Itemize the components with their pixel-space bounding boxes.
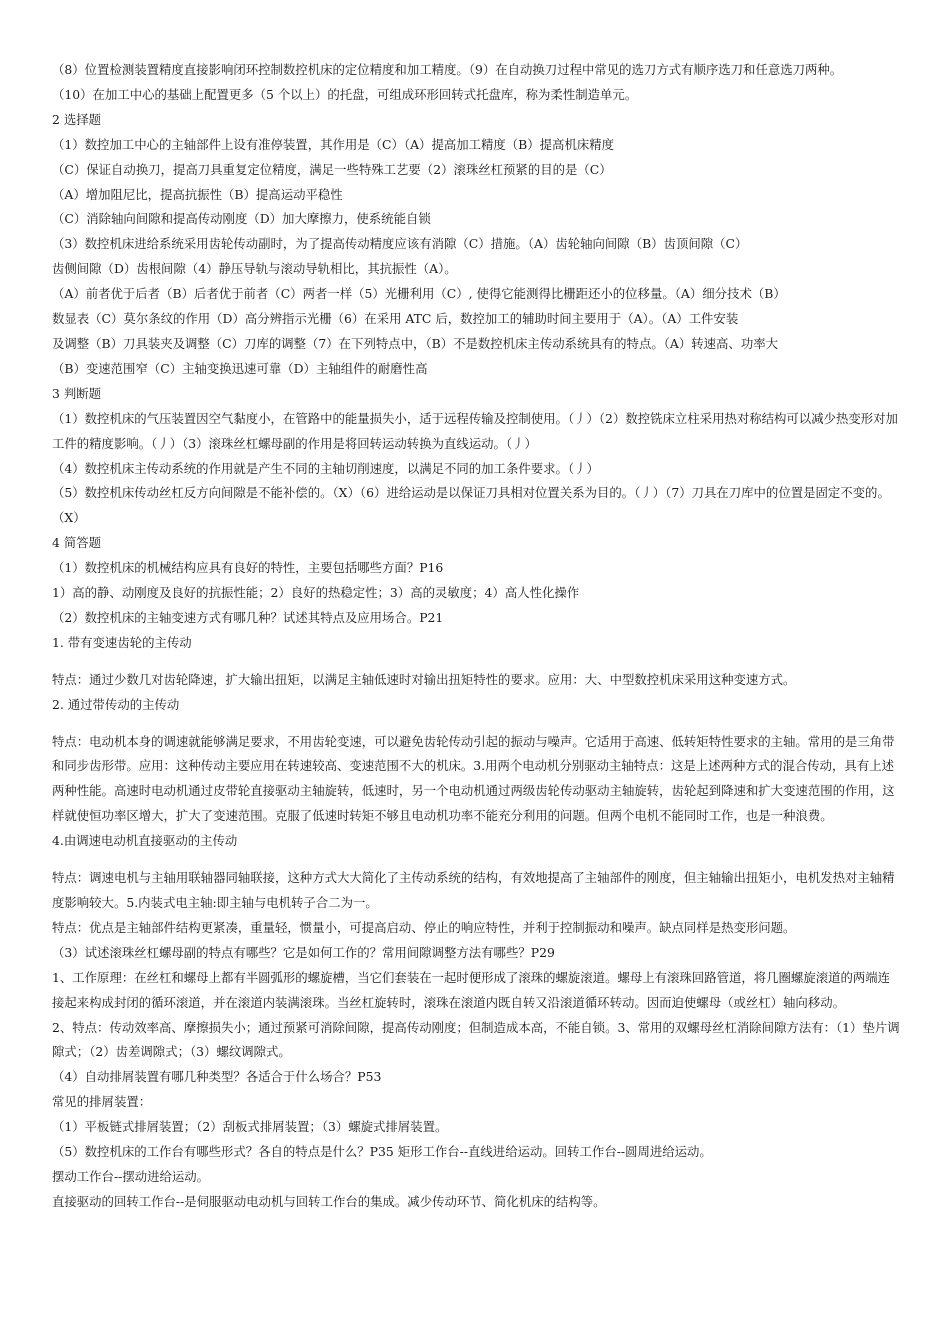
paragraph: 齿侧间隙（D）齿根间隙（4）静压导轨与滚动导轨相比，其抗振性（A）。 [52,261,457,277]
paragraph: 特点：电动机本身的调速就能够满足要求，不用齿轮变速，可以避免齿轮传动引起的振动与噪声。它适用于高速、低转矩特性要求的主轴。常用的是三角带和同步齿形带。应用：这种传动主要应用在转速较高、变速范围不大的机床。3.用两个电动机分别驱动主轴特点：这是上述两种方式的混合传动，具有上述两种性能。高速时电动机通过皮带轮直接驱动主轴旋转，低速时，另一个电动机通过两级齿轮传动驱动主轴旋转，齿轮起到降速和扩大变速范围的作用，这样就使恒功率区增大，扩大了变速范围。克服了低速时转矩不够且电动机功率不能充分利用的问题。但两个电机不能同时工作，也是一种浪费。 [52,733,895,824]
paragraph: 1）高的静、动刚度及良好的抗振性能；2）良好的热稳定性；3）高的灵敏度；4）高人性化操作 [52,585,580,601]
paragraph: 1. 带有变速齿轮的主传动 [52,634,192,650]
paragraph: 4.由调速电动机直接驱动的主传动 [52,833,238,849]
paragraph: 2、特点：传动效率高、摩擦损失小；通过预紧可消除间隙，提高传动刚度；但制造成本高，不能自锁。3、常用的双螺母丝杠消除间隙方法有：（1）垫片调隙式；（2）齿差调隙式；（3）螺纹调隙式。 [52,1019,900,1060]
paragraph: （5）数控机床传动丝杠反方向间隙是不能补偿的。（X）（6）进给运动是以保证刀具相对位置关系为目的。（丿）（7）刀具在刀库中的位置是固定不变的。（X） [52,485,890,526]
paragraph: （3）试述滚珠丝杠螺母副的特点有哪些？它是如何工作的？常用间隙调整方法有哪些？P29 [52,944,555,960]
paragraph: 常见的排屑装置： [52,1094,152,1110]
paragraph: 1、工作原理：在丝杠和螺母上都有半圆弧形的螺旋槽，当它们套装在一起时便形成了滚珠的螺旋滚道。螺母上有滚珠回路管道，将几圈螺旋滚道的两端连接起来构成封闭的循环滚道，并在滚道内装满滚珠。当丝杠旋转时，滚珠在滚道内既自转又沿滚道循环转动。因而迫使螺母（或丝杠）轴向移动。 [52,969,891,1010]
paragraph: （1）数控机床的机械结构应具有良好的特性，主要包括哪些方面？P16 [52,560,444,576]
paragraph: （1）数控机床的气压装置因空气黏度小，在管路中的能量损失小，适于远程传输及控制使用。（丿）（2）数控铣床立柱采用热对称结构可以减少热变形对加工件的精度影响。（丿）（3）滚珠丝杠螺母副的作用是将回转运动转换为直线运动。（丿） [52,410,898,451]
paragraph: 特点：优点是主轴部件结构更紧凑，重量轻，惯量小，可提高启动、停止的响应特性，并利于控制振动和噪声。缺点同样是热变形问题。 [52,919,796,935]
paragraph: 直接驱动的回转工作台--是伺服驱动电动机与回转工作台的集成。减少传动环节、简化机床的结构等。 [52,1193,606,1209]
paragraph: （10）在加工中心的基础上配置更多（5 个以上）的托盘，可组成环形回转式托盘库，称为柔性制造单元。 [52,86,638,102]
paragraph: 2 选择题 [52,111,101,127]
paragraph: （B）变速范围窄（C）主轴变换迅速可靠（D）主轴组件的耐磨性高 [52,360,428,376]
paragraph: 及调整（B）刀具装夹及调整（C）刀库的调整（7）在下列特点中，（B）不是数控机床主传动系统具有的特点。（A）转速高、功率大 [52,335,778,351]
paragraph: （4）自动排屑装置有哪几种类型？各适合于什么场合？P53 [52,1069,382,1085]
paragraph: （8）位置检测装置精度直接影响闭环控制数控机床的定位精度和加工精度。（9）在自动换刀过程中常见的选刀方式有顺序选刀和任意选刀两种。 [52,62,843,77]
paragraph: （5）数控机床的工作台有哪些形式？各自的特点是什么？P35 矩形工作台--直线进给运动。回转工作台--圆周进给运动。 [52,1144,712,1160]
paragraph: （3）数控机床进给系统采用齿轮传动副时，为了提高传动精度应该有消隙（C）措施。（A）齿轮轴向间隙（B）齿顶间隙（C） [52,236,748,252]
paragraph: （A）增加阻尼比，提高抗振性（B）提高运动平稳性 [52,186,343,202]
paragraph: 数显表（C）莫尔条纹的作用（D）高分辨指示光栅（6）在采用 ATC 后，数控加工的辅助时间主要用于（A）。（A）工件安装 [52,311,739,327]
paragraph: （2）数控机床的主轴变速方式有哪几种？试述其特点及应用场合。P21 [52,609,444,625]
paragraph: 摆动工作台--摆动进给运动。 [52,1168,210,1184]
paragraph: 特点：通过少数几对齿轮降速，扩大输出扭矩，以满足主轴低速时对输出扭矩特性的要求。应用：大、中型数控机床采用这种变速方式。 [52,671,796,687]
paragraph: 2. 通过带传动的主传动 [52,696,180,712]
paragraph: 4 简答题 [52,535,101,551]
paragraph: （A）前者优于后者（B）后者优于前者（C）两者一样（5）光栅利用（C）, 使得它能测得比栅距还小的位移量。（A）细分技术（B） [52,286,786,302]
paragraph: （4）数控机床主传动系统的作用就是产生不同的主轴切削速度，以满足不同的加工条件要求。（丿） [52,460,599,476]
paragraph: 3 判断题 [52,385,101,401]
paragraph: （1）平板链式排屑装置；（2）刮板式排屑装置；（3）螺旋式排屑装置。 [52,1119,448,1135]
paragraph: （C）保证自动换刀，提高刀具重复定位精度，满足一些特殊工艺要（2）滚珠丝杠预紧的目的是（C） [52,161,612,177]
paragraph: （C）消除轴向间隙和提高传动刚度（D）加大摩擦力，使系统能自锁 [52,211,431,227]
paragraph: 特点：调速电机与主轴用联轴器同轴联接，这种方式大大简化了主传动系统的结构，有效地提高了主轴部件的刚度，但主轴输出扭矩小，电机发热对主轴精度影响较大。5.内装式电主轴:即主轴与电机转子合二为一。 [52,870,895,910]
paragraph: （1）数控加工中心的主轴部件上设有准停装置，其作用是（C）（A）提高加工精度（B）提高机床精度 [52,136,615,152]
